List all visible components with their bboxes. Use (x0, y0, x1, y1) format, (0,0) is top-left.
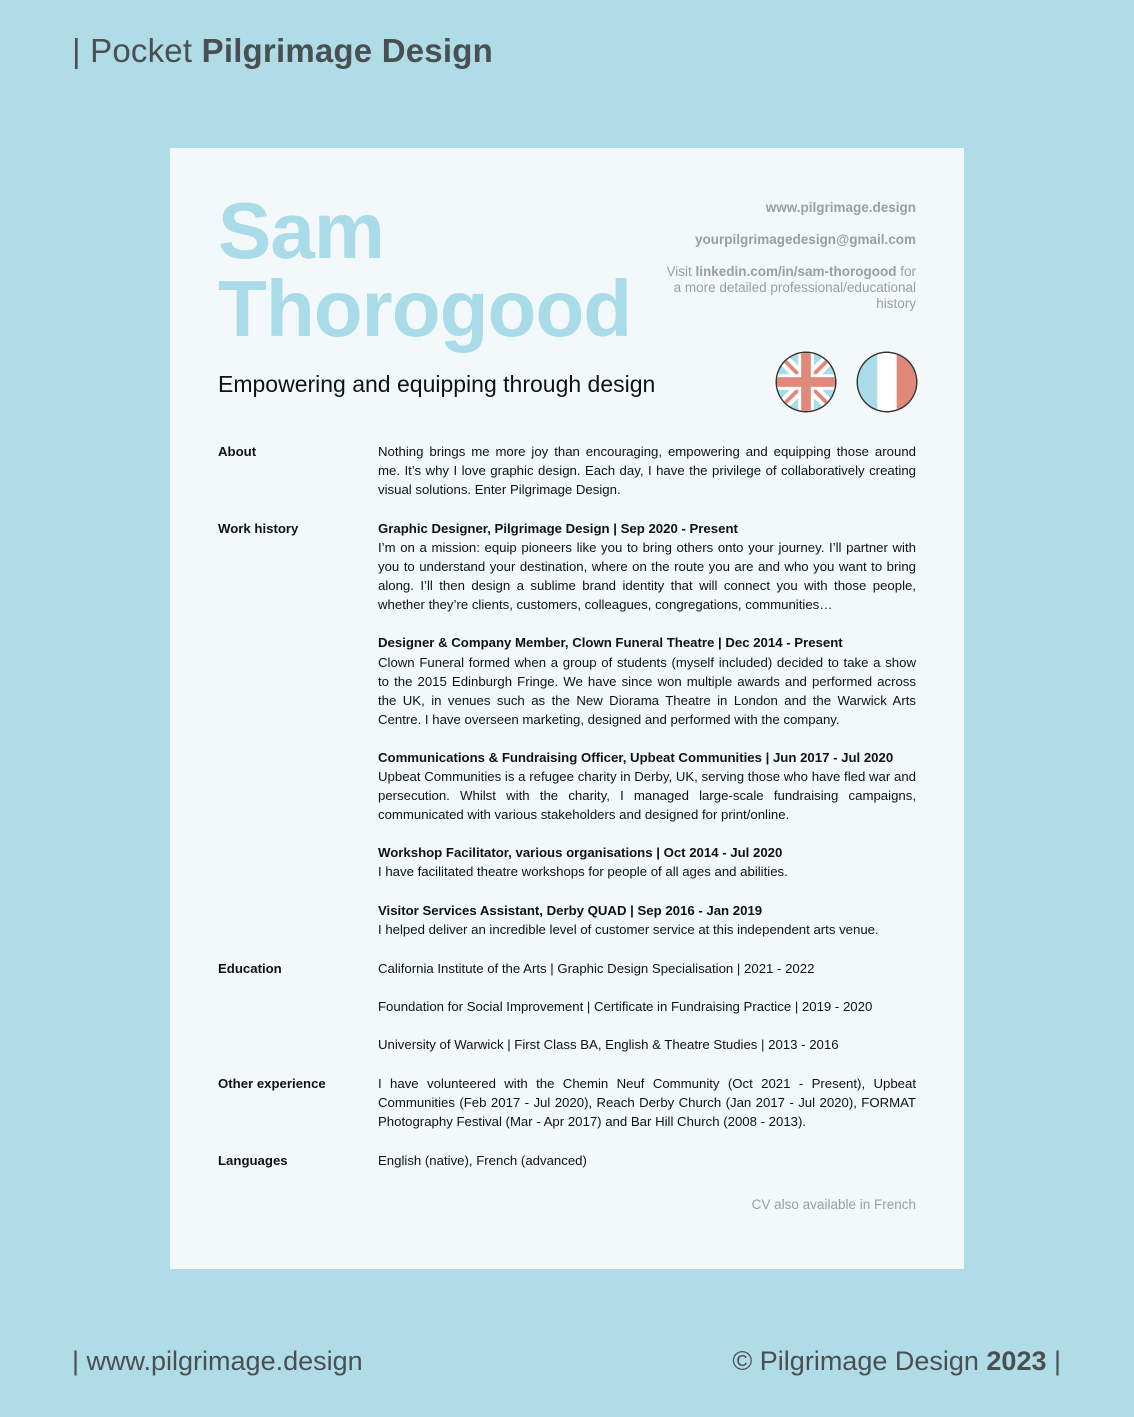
work-entry-title: Visitor Services Assistant, Derby QUAD | Sep 2016 - Jan 2019 (378, 902, 763, 918)
work-entry-title: Designer & Company Member, Clown Funeral Theatre | Dec 2014 - Present (378, 635, 843, 651)
visit-suffix: for a more detailed professional/educational history (673, 264, 916, 311)
email-link[interactable]: yourpilgrimagedesign@gmail.com (695, 232, 916, 247)
website-link[interactable]: www.pilgrimage.design (765, 200, 916, 215)
about-section (218, 442, 916, 499)
work-entry-desc: I have facilitated theatre workshops for people of all ages and abilities. (378, 864, 788, 880)
about-text: Nothing brings me more joy than encouraging, empowering and equipping those around me. It’s why I love graphic design. Each day, I have the privilege of collaboratively creating visual solutions. Enter Pilgrimage Design. (378, 444, 916, 498)
work-entry (378, 633, 916, 728)
work-entry-title: Graphic Designer, Pilgrimage Design | Sep 2020 - Present (378, 521, 738, 536)
cv-name (218, 186, 632, 353)
work-entry-title: Communications & Fundraising Officer, Upbeat Communities | Jun 2017 - Jul 2020 (378, 749, 894, 765)
visit-prefix: Visit (666, 264, 696, 279)
work-entry-desc: Upbeat Communities is a refugee charity in Derby, UK, serving those who have fled war and persecution. Whilst with the charity, I managed large-scale fundraising campaigns, communicated with various stakeholders and designed for print/online. (378, 769, 916, 823)
cv-sheet (170, 148, 964, 1269)
other-experience-section (218, 1074, 916, 1131)
education-body (378, 959, 916, 1054)
french-cv-note: CV also available in French (751, 1197, 916, 1212)
copyright-suffix: | (1046, 1346, 1061, 1376)
education-item: University of Warwick | First Class BA, English & Theatre Studies | 2013 - 2016 (378, 1037, 839, 1053)
work-entry-title: Workshop Facilitator, various organisations | Oct 2014 - Jul 2020 (378, 845, 783, 861)
other-experience-text: I have volunteered with the Chemin Neuf Community (Oct 2021 - Present), Upbeat Communities (Feb 2017 - Jul 2020), Reach Derby Church (Jan 2017 - Jul 2020), FORMAT Photography Festival (Mar - Apr 2017) and Bar Hill Church (2008 - 2013). (378, 1076, 916, 1130)
other-experience-label: Other experience (218, 1076, 326, 1091)
copyright-prefix: © Pilgrimage Design (732, 1346, 987, 1376)
education-item: Foundation for Social Improvement | Certificate in Fundraising Practice | 2019 - 2020 (378, 999, 873, 1015)
work-entry (378, 748, 916, 824)
brand-prefix: | Pocket (72, 32, 202, 69)
footer-website[interactable]: | www.pilgrimage.design (72, 1346, 363, 1376)
work-entry (378, 843, 916, 881)
languages-section (218, 1151, 916, 1170)
linkedin-note (656, 264, 916, 312)
brand-header (72, 32, 493, 70)
languages-label: Languages (218, 1153, 288, 1168)
footer-copyright (732, 1346, 1061, 1377)
work-history-section (218, 519, 916, 939)
first-name: Sam (218, 186, 384, 275)
contact-block (656, 200, 916, 328)
last-name: Thorogood (218, 264, 632, 353)
uk-flag-icon (777, 353, 835, 411)
brand-name: Pilgrimage Design (201, 32, 493, 69)
tagline: Empowering and equipping through design (218, 371, 656, 397)
work-entry (378, 901, 916, 939)
linkedin-link[interactable]: linkedin.com/in/sam-thorogood (695, 264, 897, 279)
work-entry-desc: Clown Funeral formed when a group of students (myself included) decided to take a show to the 2015 Edinburgh Fringe. We have since won multiple awards and performed across the UK, in venues such as the New Diorama Theatre in London and the Warwick Arts Centre. I have overseen marketing, designed and performed with the company. (378, 654, 916, 727)
languages-text: English (native), French (advanced) (378, 1153, 587, 1168)
work-entry-desc: I’m on a mission: equip pioneers like you to bring others onto your journey. I’ll partner with you to understand your destination, where on the route you are and who you want to bring along. I’ll then design a sublime brand identity that will connect you with those people, whether they’re clients, customers, colleagues, congregations, communities… (378, 540, 916, 613)
education-section (218, 959, 916, 1054)
about-label: About (218, 444, 257, 459)
education-label: Education (218, 961, 282, 976)
copyright-year: 2023 (986, 1346, 1047, 1376)
work-history-label: Work history (218, 521, 299, 536)
work-entry-desc: I helped deliver an incredible level of customer service at this independent arts venue. (378, 921, 879, 937)
work-entry (378, 519, 916, 614)
france-flag-icon (858, 353, 916, 411)
education-item: California Institute of the Arts | Graphic Design Specialisation | 2021 - 2022 (378, 961, 815, 976)
work-history-body (378, 519, 916, 939)
